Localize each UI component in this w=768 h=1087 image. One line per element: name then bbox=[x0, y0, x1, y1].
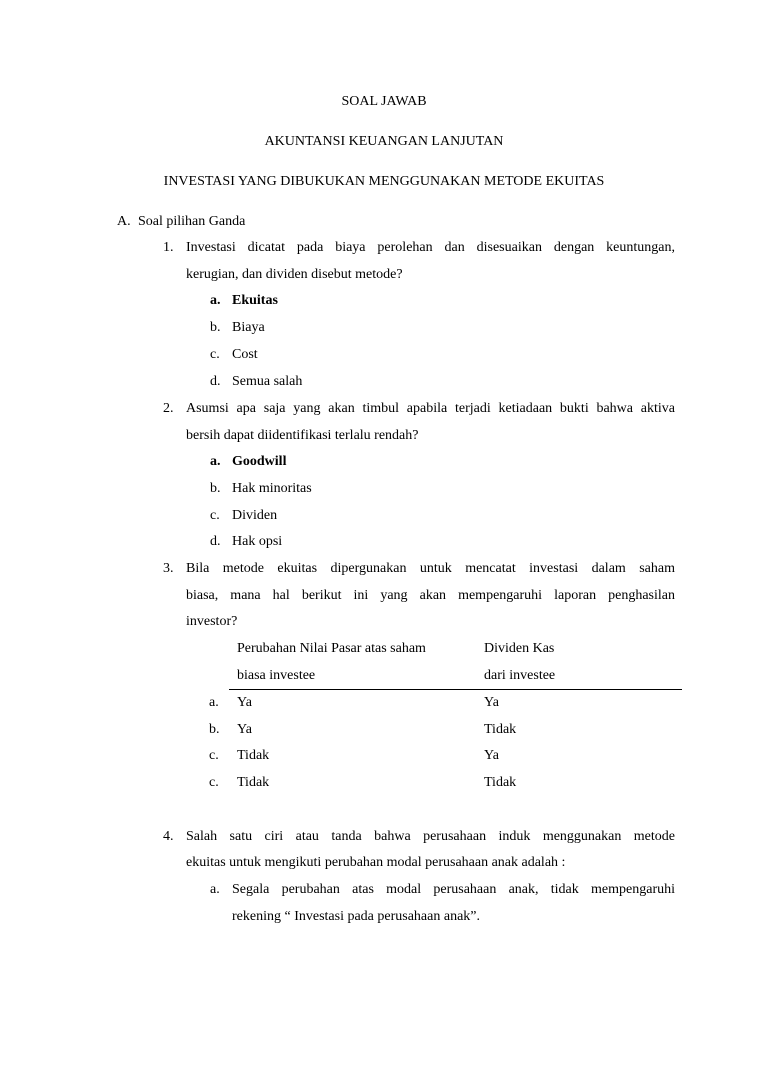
q2-option-text: Hak opsi bbox=[232, 534, 283, 549]
table-header-col1: Perubahan Nilai Pasar atas saham bbox=[237, 641, 426, 656]
q4-option-text-line2: rekening “ Investasi pada perusahaan anak”. bbox=[232, 909, 480, 924]
q1-option-letter: d. bbox=[210, 374, 221, 389]
q2-option-text: Dividen bbox=[232, 508, 278, 523]
q3-number: 3. bbox=[163, 561, 174, 576]
table-cell: Ya bbox=[484, 748, 499, 763]
q4-number: 4. bbox=[163, 829, 174, 844]
q2-option-text: Hak minoritas bbox=[232, 481, 312, 496]
q1-text-line1: Investasi dicatat pada biaya perolehan dan disesuaikan dengan keuntungan, bbox=[186, 240, 675, 255]
q4-option-letter: a. bbox=[210, 882, 220, 897]
section-label: A. bbox=[117, 214, 131, 229]
doc-title: SOAL JAWAB bbox=[341, 94, 427, 109]
table-row-letter: c. bbox=[209, 748, 219, 763]
table-cell: Tidak bbox=[484, 722, 517, 737]
table-cell: Ya bbox=[237, 695, 252, 710]
q1-option-letter: c. bbox=[210, 347, 220, 362]
table-cell: Tidak bbox=[237, 775, 270, 790]
q2-text-line2: bersih dapat diidentifikasi terlalu rendah? bbox=[186, 428, 419, 443]
q1-number: 1. bbox=[163, 240, 174, 255]
q1-option-letter: b. bbox=[210, 320, 221, 335]
table-header-col1-cont: biasa investee bbox=[237, 668, 316, 683]
section-title: Soal pilihan Ganda bbox=[138, 214, 246, 229]
q1-option-text: Biaya bbox=[232, 320, 265, 335]
table-cell: Tidak bbox=[237, 748, 270, 763]
q2-text-line1: Asumsi apa saja yang akan timbul apabila terjadi ketiadaan bukti bahwa aktiva bbox=[186, 401, 675, 416]
doc-subject: AKUNTANSI KEUANGAN LANJUTAN bbox=[264, 134, 504, 149]
q2-option-letter: c. bbox=[210, 508, 220, 523]
q4-option-text-line1: Segala perubahan atas modal perusahaan anak, tidak mempengaruhi bbox=[232, 882, 675, 897]
q1-option-text: Semua salah bbox=[232, 374, 303, 389]
q2-option-letter: d. bbox=[210, 534, 221, 549]
table-header-col2-cont: dari investee bbox=[484, 668, 556, 683]
q1-option-text: Cost bbox=[232, 347, 258, 362]
q3-text-line2: biasa, mana hal berikut ini yang akan mempengaruhi laporan penghasilan bbox=[186, 588, 675, 603]
q4-text-line1: Salah satu ciri atau tanda bahwa perusahaan induk menggunakan metode bbox=[186, 829, 675, 844]
table-header-col2: Dividen Kas bbox=[484, 641, 555, 656]
q1-option-letter: a. bbox=[210, 293, 221, 308]
table-row-letter: b. bbox=[209, 722, 220, 737]
table-cell: Ya bbox=[484, 695, 499, 710]
table-row-letter: a. bbox=[209, 695, 219, 710]
q2-number: 2. bbox=[163, 401, 174, 416]
table-cell: Ya bbox=[237, 722, 252, 737]
q4-text-line2: ekuitas untuk mengikuti perubahan modal perusahaan anak adalah : bbox=[186, 855, 566, 870]
q3-text-line3: investor? bbox=[186, 614, 238, 629]
table-header-rule bbox=[229, 689, 682, 690]
q1-text-line2: kerugian, dan dividen disebut metode? bbox=[186, 267, 403, 282]
doc-topic: INVESTASI YANG DIBUKUKAN MENGGUNAKAN METODE EKUITAS bbox=[163, 174, 605, 189]
q2-option-letter: b. bbox=[210, 481, 221, 496]
q3-text-line1: Bila metode ekuitas dipergunakan untuk mencatat investasi dalam saham bbox=[186, 561, 675, 576]
table-cell: Tidak bbox=[484, 775, 517, 790]
q1-option-answer: Ekuitas bbox=[232, 293, 278, 308]
q2-option-answer: Goodwill bbox=[232, 454, 287, 469]
table-row-letter: c. bbox=[209, 775, 219, 790]
q2-option-letter: a. bbox=[210, 454, 221, 469]
